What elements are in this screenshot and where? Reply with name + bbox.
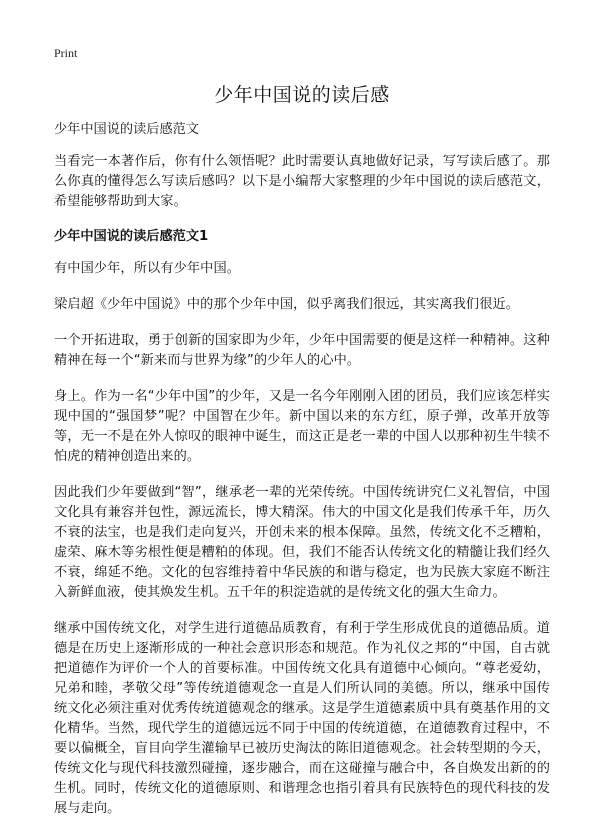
body-paragraph-3: 一个开拓进取，勇于创新的国家即为少年，少年中国需要的便是这样一种精神。这种精神在每一个“新来而与世界为缘”的少年人的心中。: [54, 333, 550, 368]
body-paragraph-5: 因此我们少年要做到“智”，继承老一辈的光荣传统。中国传统讲究仁义礼智信，中国文化具有兼容并包性，源远流长，博大精深。伟大的中国文化是我们传承千年，历久不衰的法宝，也是我们走向复兴，开创未来的根本保障。虽然，传统文化不乏糟粕，虚荣、麻木等劣根性便是糟粕的体现。但，我们不能否认传统文化的精髓让我们经久不衰，绵延不绝。文化的包容维持着中华民族的和谐与稳定，也为民族大家庭不断注入新鲜血液，使其焕发生机。五千年的积淀造就的是传统文化的强大生命力。: [54, 485, 550, 600]
body-paragraph-6: 继承中国传统文化，对学生进行道德品质教育，有利于学生形成优良的道德品质。道德是在历史上逐渐形成的一种社会意识形态和规范。作为礼仪之邦的“中国，自古就把道德作为评价一个人的首要标准。中国传统文化具有道德中心倾向。“尊老爱幼，兄弟和睦，孝敬父母”等传统道德观念一直是人们所认同的美德。所以，继承中国传统文化必须注重对优秀传统道德观念的继承。这是学生道德素质中具有奠基作用的文化精华。当然，现代学生的道德远远不同于中国的传统道德，在道德教育过程中，不要以偏概全，盲目向学生灌输早已被历史淘汰的陈旧道德观念。社会转型期的今天，传统文化与现代科技激烈碰撞，逐步融合，而在这碰撞与融合中，各自焕发出新的的生机。同时，传统文化的道德原则、和谐理念也指引着具有民族特色的现代科技的发展与走向。: [54, 621, 550, 816]
section-heading: 少年中国说的读后感范文1: [54, 229, 209, 244]
intro-paragraph: 当看完一本著作后，你有什么领悟呢？此时需要认真地做好记录，写写读后感了。那么你真的懂得怎么写读后感吗？以下是小编帮大家整理的少年中国说的读后感范文，希望能够帮助到大家。: [54, 154, 550, 209]
print-link[interactable]: Print: [54, 46, 78, 60]
body-paragraph-2: 梁启超《少年中国说》中的那个少年中国，似乎离我们很远，其实离我们很近。: [54, 297, 520, 312]
body-paragraph-4: 身上。作为一名“少年中国”的少年，又是一名今年刚刚入团的团员，我们应该怎样实现中国的“强国梦”呢？中国智在少年。新中国以来的东方红，原子弹，改革开放等等，无一不是在外人惊叹的眼神中诞生，而这正是老一辈的中国人以那种初生牛犊不怕虎的精神创造出来的。: [54, 389, 550, 464]
body-paragraph-1: 有中国少年，所以有少年中国。: [54, 261, 241, 276]
article-title: 少年中国说的读后感: [214, 84, 390, 106]
article-subtitle: 少年中国说的读后感范文: [54, 122, 200, 137]
